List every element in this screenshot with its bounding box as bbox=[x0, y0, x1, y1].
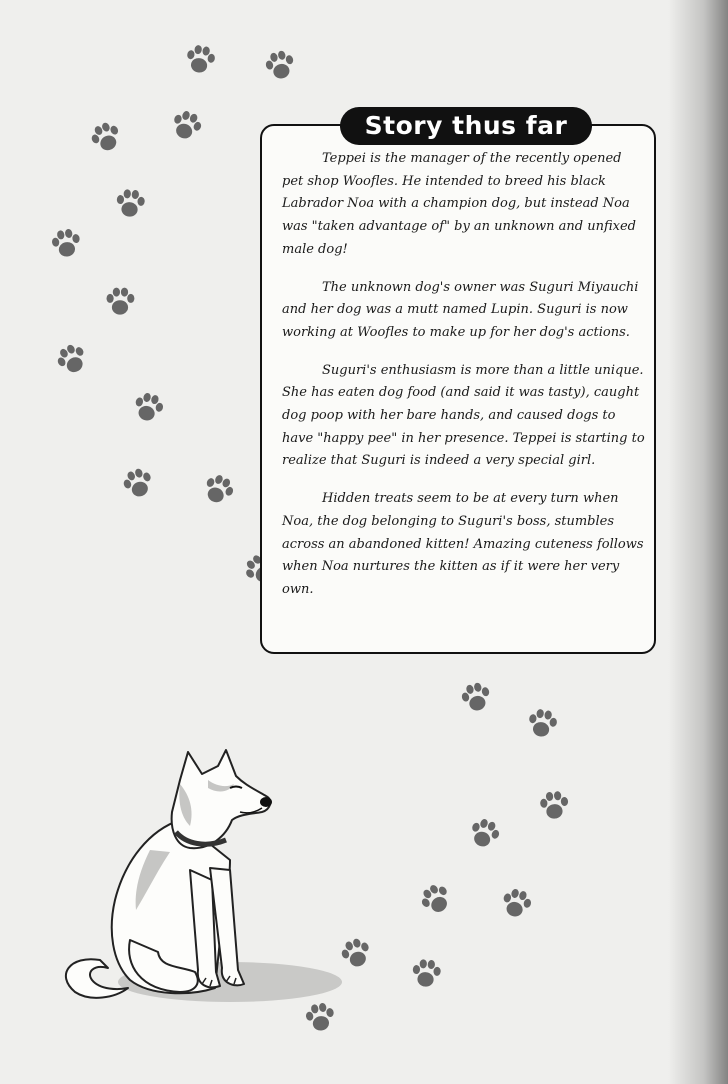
paw-print-icon bbox=[454, 676, 498, 720]
paw-print-icon bbox=[179, 39, 221, 81]
paw-print-icon bbox=[110, 184, 149, 223]
paw-print-icon bbox=[461, 811, 507, 857]
story-paragraph: Teppei is the manager of the recently opened pet shop Woofles. He intended to breed his black Labrador Noa with a champion dog, but instead Noa was "taken advantage of" by an unknown and unfixed male dog! bbox=[282, 151, 636, 257]
paw-print-icon bbox=[521, 703, 563, 745]
paw-print-icon bbox=[102, 284, 138, 320]
paw-print-icon bbox=[194, 466, 242, 514]
story-paragraph: Suguri's enthusiasm is more than a little unique. She has eaten dog food (and said it was tasty), caught dog poop with her bare hands, and caused dogs to have "happy pee" in her presence. Teppei is starting to realize that Suguri is indeed a very special girl. bbox=[282, 362, 645, 469]
paw-print-icon bbox=[126, 386, 170, 430]
paw-print-icon bbox=[258, 44, 302, 88]
story-paragraph: The unknown dog's owner was Suguri Miyauchi and her dog was a mutt named Lupin. Suguri is now working at Woofles to make up for her dog's actions. bbox=[282, 279, 639, 340]
story-title: Story thus far bbox=[340, 107, 592, 145]
paw-print-icon bbox=[411, 875, 461, 925]
paw-print-icon bbox=[45, 223, 87, 265]
paw-print-icon bbox=[115, 461, 161, 507]
paw-print-icon bbox=[406, 954, 445, 993]
story-paragraph: Hidden treats seem to be at every turn when Noa, the dog belonging to Suguri's boss, stumbles across an abandoned kitten! Amazing cuteness follows when Noa nurtures the kitten as if it were her very own. bbox=[282, 491, 644, 597]
paw-print-icon bbox=[82, 114, 130, 162]
paw-print-icon bbox=[47, 335, 96, 384]
paw-print-icon bbox=[494, 882, 538, 926]
sitting-dog-illustration bbox=[30, 740, 350, 1010]
paw-print-icon bbox=[534, 786, 573, 825]
paw-print-icon bbox=[163, 103, 209, 149]
story-text bbox=[282, 148, 646, 617]
page-edge-shadow bbox=[668, 0, 728, 1084]
